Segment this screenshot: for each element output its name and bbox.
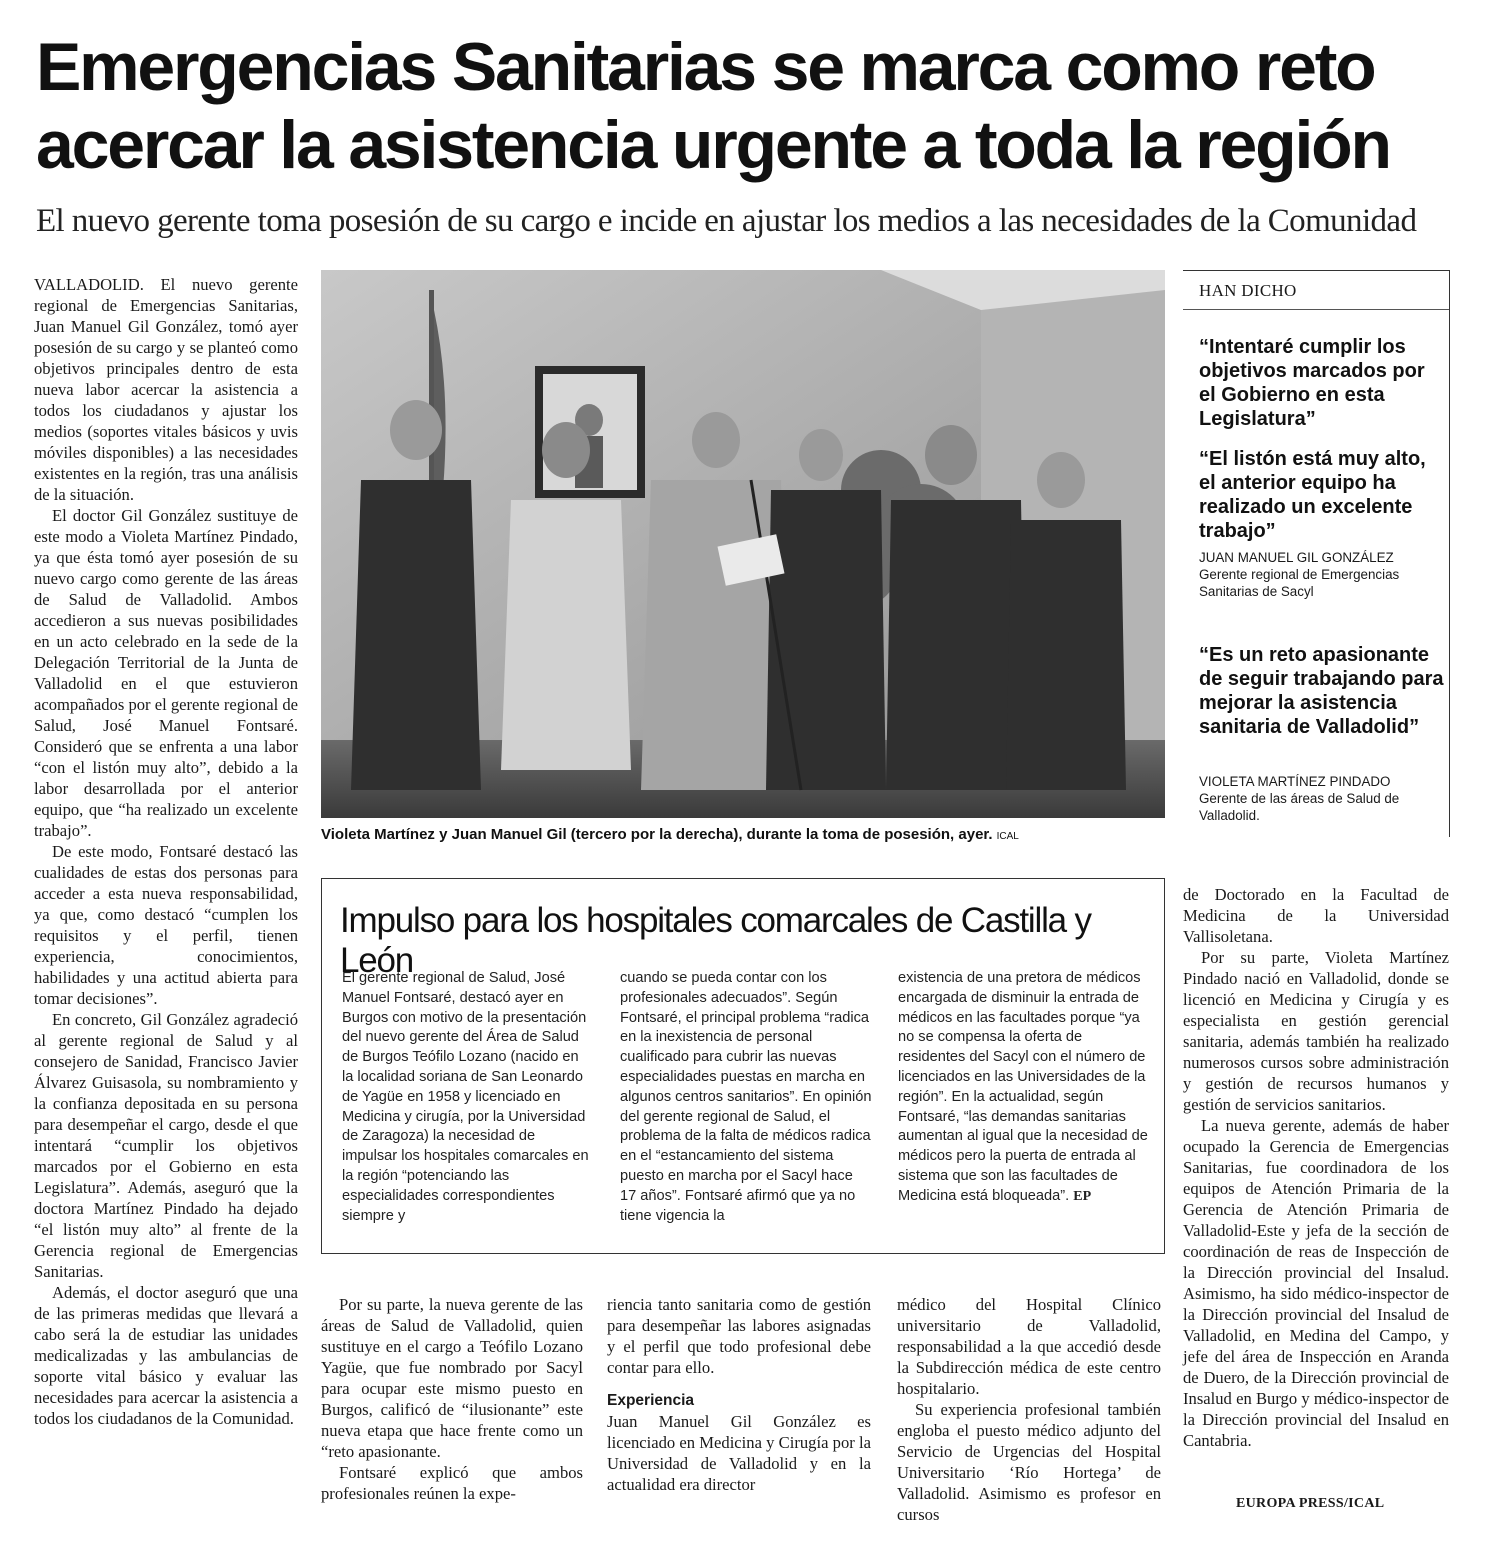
photo-illustration	[321, 270, 1165, 818]
headline	[36, 28, 1456, 184]
caption-text: Violeta Martínez y Juan Manuel Gil (tercero por la derecha), durante la toma de posesión, ayer.	[321, 826, 993, 843]
box-column-2: cuando se pueda contar con los profesionales adecuados”. Según Fontsaré, el principal problema “radica en la inexistencia de personal cualificado para cubrir las nuevas especialidades puestas en marcha en algunos centros sanitarios”. En opinión del gerente regional de Salud, el problema de la falta de médicos radica en el “estancamiento del sistema puesto en marcha por el Sacyl hace 17 años”. Fontsaré afirmó que ya no tiene vigencia la	[620, 970, 872, 1224]
photo-caption	[321, 826, 1165, 843]
quote-1: “Intentaré cumplir los objetivos marcados por el Gobierno en esta Legislatura”	[1199, 336, 1425, 430]
right-paragraph: Por su parte, Violeta Martínez Pindado nació en Valladolid, donde se licenció en Medicina y Cirugía y es especialista en gestión gerencial sanitaria, además también ha realizado numerosos cursos sobre administración y gestión de recursos humanos y gestión de servicios sanitarios.	[1183, 948, 1449, 1114]
speaker-1-role: Gerente regional de Emergencias Sanitarias de Sacyl	[1199, 567, 1400, 599]
article-credit: EUROPA PRESS/ICAL	[1236, 1496, 1385, 1511]
bottom-paragraph: médico del Hospital Clínico universitario de Valladolid, responsabilidad a la que accedió desde la Subdirección médica de este centro hospitalario.	[897, 1295, 1161, 1398]
speaker-1	[1199, 549, 1449, 600]
quote-3: “Es un reto apasionante de seguir trabajando para mejorar la asistencia sanitaria de Valladolid”	[1199, 644, 1444, 738]
right-column	[1183, 884, 1449, 1451]
headline-line-2: acercar la asistencia urgente a toda la región	[36, 107, 1390, 183]
experiencia-subhead: Experiencia	[607, 1392, 695, 1409]
box-signoff: EP	[1073, 1188, 1092, 1204]
box-column-1: El gerente regional de Salud, José Manuel Fontsaré, destacó ayer en Burgos con motivo de la presentación del nuevo gerente del Área de Salud de Burgos Teófilo Lozano (nacido en la localidad soriana de San Leonardo de Yagüe en 1958 y licenciado en Medicina y cirugía, por la Universidad de Zaragoza) la necesidad de impulsar los hospitales comarcales en la región “potenciando las especialidades correspondientes siempre y	[342, 970, 589, 1224]
right-paragraph: La nueva gerente, además de haber ocupado la Gerencia de Emergencias Sanitarias, fue coordinadora de los equipos de Atención Primaria de la Gerencia de Atención Primaria de Valladolid-Este y jefa de la sección de coordinación de reas de Inspección de la Dirección provincial del Insalud. Asimismo, ha sido médico-inspector de la Dirección provincial del Insalud de Valladolid, en Medina del Campo, y jefe del área de Inspección en Aranda de Duero, de la Dirección provincial de Insalud en Burgo y médico-inspector de la Dirección provincial del Insalud en Cantabria.	[1183, 1116, 1449, 1450]
speaker-2-role: Gerente de las áreas de Salud de Valladolid.	[1199, 791, 1400, 823]
quote-2: “El listón está muy alto, el anterior equipo ha realizado un excelente trabajo”	[1199, 448, 1426, 542]
speaker-2	[1199, 773, 1449, 824]
left-paragraph: En concreto, Gil González agradeció al gerente regional de Salud y al consejero de Sanidad, Francisco Javier Álvarez Guisasola, su nombramiento y la confianza depositada en su persona para desempeñar el cargo, desde el que intentará “cumplir los objetivos marcados por el Gobierno en esta Legislatura”. Además, aseguró que la doctora Martínez Pindado ha dejado “el listón muy alto” al frente de la Gerencia regional de Emergencias Sanitarias.	[34, 1010, 298, 1281]
quotes-sidebar	[1183, 270, 1450, 837]
photo-credit: ICAL	[996, 831, 1019, 842]
bottom-paragraph: Fontsaré explicó que ambos profesionales reúnen la expe-	[321, 1463, 583, 1503]
sidebar-rule	[1183, 309, 1449, 310]
bottom-column-2	[607, 1294, 871, 1495]
bottom-column-1	[321, 1294, 583, 1504]
bottom-column-3	[897, 1294, 1161, 1525]
left-paragraph: Además, el doctor aseguró que una de las primeras medidas que llevará a cabo será la de estudiar las unidades medicalizadas y las ambulancias de soporte vital básico y evaluar las necesidades para acercar la asistencia a todos los ciudadanos de la Comunidad.	[34, 1283, 298, 1428]
subheadline: El nuevo gerente toma posesión de su cargo e incide en ajustar los medios a las necesidades de la Comunidad	[36, 203, 1417, 239]
bottom-paragraph: riencia tanto sanitaria como de gestión para desempeñar las labores asignadas y el perfil que todo profesional debe contar para ello.	[607, 1295, 871, 1377]
bottom-paragraph: Su experiencia profesional también engloba el puesto médico adjunto del Servicio de Urgencias del Hospital Universitario ‘Río Hortega’ de Valladolid. Asimismo es profesor en cursos	[897, 1400, 1161, 1524]
speaker-1-name: JUAN MANUEL GIL GONZÁLEZ	[1199, 550, 1394, 565]
news-photo	[321, 270, 1165, 818]
box-column-3-text: existencia de una pretora de médicos encargada de disminuir la entrada de médicos en las facultades porque “ya no se compensa la oferta de residentes del Sacyl con el número de licenciados en las Universidades de la región”. En la actualidad, según Fontsaré, “las demandas sanitarias aumentan al igual que la necesidad de médicos pero la puerta de entrada al sistema que son las facultades de Medicina está bloqueada”.	[898, 970, 1148, 1204]
bottom-paragraph: Juan Manuel Gil González es licenciado en Medicina y Cirugía por la Universidad de Valladolid y en la actualidad era director	[607, 1412, 871, 1494]
bottom-paragraph: Por su parte, la nueva gerente de las áreas de Salud de Valladolid, quien sustituye en el cargo a Teófilo Lozano Yagüe, que fue nombrado por Sacyl para ocupar este mismo puesto en Burgos, calificó de “ilusionante” este nueva etapa que hace frente como un “reto apasionante.	[321, 1295, 583, 1461]
speaker-2-name: VIOLETA MARTÍNEZ PINDADO	[1199, 774, 1391, 789]
box-title: Impulso para los hospitales comarcales de Castilla y León	[340, 901, 1091, 980]
sidebar-label: HAN DICHO	[1199, 281, 1297, 300]
left-column	[34, 274, 298, 1429]
box-column-3	[898, 969, 1150, 1207]
headline-line-1: Emergencias Sanitarias se marca como reto	[36, 29, 1375, 105]
left-paragraph: De este modo, Fontsaré destacó las cualidades de estas dos personas para acceder a esta nueva responsabilidad, ya que, como destacó “cumplen los requisitos y el perfil, tienen experiencia, conocimientos, habilidades y una actitud abierta para tomar decisiones”.	[34, 842, 298, 1008]
right-paragraph: de Doctorado en la Facultad de Medicina de la Universidad Vallisoletana.	[1183, 885, 1449, 946]
related-story-box	[321, 878, 1165, 1254]
left-paragraph: El doctor Gil González sustituye de este modo a Violeta Martínez Pindado, ya que ésta tomó ayer posesión de su nuevo cargo como gerente de las áreas de Salud de Valladolid. Ambos accedieron a sus nuevas posibilidades en un acto celebrado en la sede de la Delegación Territorial de la Junta de Valladolid en el que estuvieron acompañados por el gerente regional de Salud, José Manuel Fontsaré. Consideró que se enfrenta a una labor “con el listón muy alto”, debido a la labor desarrollada por el anterior equipo, que “ha realizado un excelente trabajo”.	[34, 506, 299, 840]
left-paragraph: VALLADOLID. El nuevo gerente regional de Emergencias Sanitarias, Juan Manuel Gil González, tomó ayer posesión de su cargo y se planteó como objetivos principales dentro de esta nueva labor acercar la asistencia a todos los ciudadanos y ajustar los medios (soportes vitales básicos y uvis móviles disponibles) a las necesidades existentes en la región, tras una análisis de la situación.	[34, 275, 298, 504]
